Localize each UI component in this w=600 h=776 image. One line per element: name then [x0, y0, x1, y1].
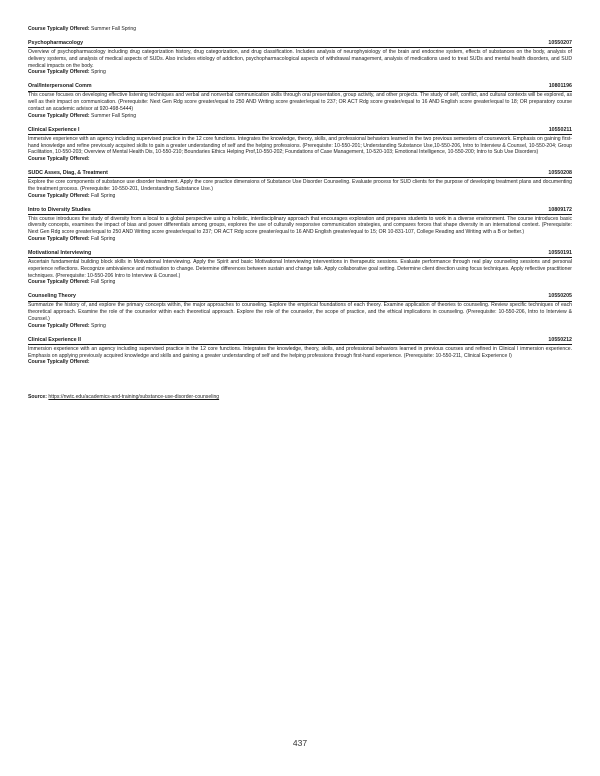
- course-code: 10550207: [548, 39, 572, 46]
- course-offered-line: [28, 359, 572, 366]
- course-entry: [28, 293, 572, 329]
- course-header: [28, 207, 572, 215]
- offered-label: Course Typically Offered:: [28, 156, 90, 163]
- offered-label: Course Typically Offered:: [28, 192, 90, 199]
- course-code: 10809172: [548, 206, 572, 213]
- course-description: This course focuses on developing effective listening techniques and verbal and nonverbal communication skills through oral presentation, group activity, and other projects. The study of self, conflict, and cultural contexts will be explored, as well as their impact on communication. (Prerequisite: Next Gen Rdg score greater/equal to 250 AND Writing score greater/equal to 237; OR ACT Rdg score greater/equal to 16 AND English score greater/equal to 18; OR preparatory course contact an academic advisor at 920-498-5444): [28, 92, 572, 112]
- course-entry: [28, 250, 572, 286]
- offered-value: Fall Spring: [91, 192, 116, 199]
- course-description: Overview of psychopharmacology including drug categorization history, drug categorization, and drug classification. Includes analysis of neurophysiology of the brain and endocrine system, effects of substances on the body, analysis of delivery systems, and analysis of medical aspects of SUDs. Also includes etiology of addiction, psychopharmacological aspects of withdrawal management, analysis of medications used to treat SUDs and mental health disorders, and SUD medical impacts on the body.: [28, 48, 572, 69]
- offered-label: Course Typically Offered:: [28, 112, 90, 119]
- offered-value: Spring: [91, 322, 106, 329]
- offered-label: Course Typically Offered:: [28, 359, 90, 366]
- course-code: 10550212: [548, 336, 572, 343]
- offered-value: Summer Fall Spring: [91, 112, 137, 119]
- course-list: [28, 40, 572, 366]
- course-title: Psychopharmacology: [28, 39, 84, 46]
- course-code: 10550211: [548, 126, 572, 133]
- course-header: [28, 337, 572, 345]
- course-header: [28, 170, 572, 178]
- course-description: Ascertain fundamental building block skills in Motivational Interviewing. Apply the Spirit and basic Motivational Interviewing interventions in therapeutic sessions. Evaluate performance through real play counseling sessions and personal experience reflections. Recognize ambivalence and motivation to change. Determine differences between sustain and change talk. Apply collaborative goal setting. Determine client direction using focus techniques. Apply reflective practitioner techniques. (Prerequisite: 10-550-206 Intro to Interview & Counsel.): [28, 259, 572, 279]
- course-entry: [28, 83, 572, 119]
- course-offered-line: [28, 156, 572, 163]
- course-description: This course introduces the study of diversity from a local to a global perspective using a holistic, interdisciplinary approach that encourages exploration and prepares students to work in a diverse environment. The course introduces basic diversity concepts, examines the impact of bias and power differentials among groups, explores the use of culturally responsive communication strategies, and compares forces that shape diversity in an international context. (Prerequisite: Next Gen Rdg score greater/equal to 250 AND Writing score greater/equal to 237; OR ACT Rdg score greater/equal to 16 AND English greater/equal to 15; OR 10-831-107, College Reading and Writing with a B or better.): [28, 215, 572, 236]
- course-code: 10801196: [548, 83, 572, 90]
- top-offered-line: [28, 26, 572, 33]
- course-offered-line: [28, 69, 572, 76]
- course-offered-line: [28, 323, 572, 330]
- offered-value: Summer Fall Spring: [91, 26, 137, 32]
- course-entry: [28, 170, 572, 200]
- course-header: [28, 127, 572, 135]
- course-title: Counseling Theory: [28, 293, 76, 300]
- offered-label: Course Typically Offered:: [28, 26, 90, 32]
- course-code: 10550205: [548, 293, 572, 300]
- course-code: 10550191: [548, 249, 572, 256]
- course-entry: [28, 127, 572, 163]
- course-description: Explore the core components of substance use disorder treatment. Apply the core practice dimensions of Substance Use Disorder Counseling. Evaluate process for SUD clients for the purpose of developing treatment plans and documenting the treatment process. (Prerequisite: 10-550-201, Understanding Substance Use.): [28, 179, 572, 192]
- course-title: Motivational Interviewing: [28, 249, 92, 256]
- course-entry: [28, 207, 572, 243]
- course-description: Immersion experience with an agency including supervised practice in the 12 core functions. Integrates the knowledge, theory, skills, and professional behaviors learned in previous courses and refined in Clinical I immersion experience. Emphasis on applying previously acquired knowledge and skills and gaining a greater understanding of self and the helping professions through first-hand experience. (Prerequisite: 10-550-211, Clinical Experience I): [28, 345, 572, 359]
- course-description: Immersive experience with an agency including supervised practice in the 12 core functions. Integrates the knowledge, theory, skills, and professional behaviors learned in the two previous semesters of coursework. Emphasis on gaining first-hand knowledge and refine previously acquired skills to gain a greater understanding of self and the helping professions. (Prerequisite: 10-550-201; Understanding Substance Use,10-550-206, Intro to Interview & Counsel, 10-550-204; Group Facilitation, 10-550-203; Overview of Mental Health Dis, 10-550-210; Boundaries Ethics Helping Prof,10-550-202; Foundations of Case Management, 10-520-103; Emotional Intelligence, 10-550-200; Intro to Sub Use Disorders): [28, 135, 572, 156]
- source-line: [28, 394, 572, 401]
- course-title: Oral/Interpersonal Comm: [28, 83, 92, 90]
- offered-value: Fall Spring: [91, 236, 116, 243]
- page-number: 437: [292, 738, 308, 748]
- offered-value: Fall Spring: [91, 279, 116, 286]
- offered-label: Course Typically Offered:: [28, 69, 90, 76]
- course-title: Intro to Diversity Studies: [28, 206, 91, 213]
- course-header: [28, 250, 572, 258]
- offered-label: Course Typically Offered:: [28, 236, 90, 243]
- offered-value: Spring: [91, 69, 106, 76]
- catalog-content: [28, 26, 572, 401]
- course-offered-line: [28, 193, 572, 200]
- course-offered-line: [28, 113, 572, 120]
- offered-label: Course Typically Offered:: [28, 322, 90, 329]
- course-header: [28, 293, 572, 301]
- course-title: SUDC Asses, Diag, & Treatment: [28, 169, 108, 176]
- course-title: Clinical Experience I: [28, 126, 80, 133]
- offered-label: Course Typically Offered:: [28, 279, 90, 286]
- course-offered-line: [28, 279, 572, 286]
- course-code: 10550208: [548, 169, 572, 176]
- course-offered-line: [28, 236, 572, 243]
- source-label: Source:: [28, 394, 47, 401]
- course-title: Clinical Experience II: [28, 336, 81, 343]
- course-header: [28, 83, 572, 91]
- source-link[interactable]: https://nwtc.edu/academics-and-training/substance-use-disorder-counseling: [48, 394, 220, 401]
- course-header: [28, 40, 572, 48]
- course-entry: [28, 40, 572, 76]
- course-description: Summarize the history of, and explore the primary concepts within, the major approaches to counseling. Explore the empirical foundations of each theory. Examine application of theories to counseling. Review specific techniques of each theoretical approach. Examine the role of the counselor within each theoretical approach. Explore the role of the counselor, the scope of practice, and the ethical implications in counseling. (Prerequisite: 10-550-206, Intro to Interview & Counsel.): [28, 302, 572, 323]
- course-entry: [28, 337, 572, 367]
